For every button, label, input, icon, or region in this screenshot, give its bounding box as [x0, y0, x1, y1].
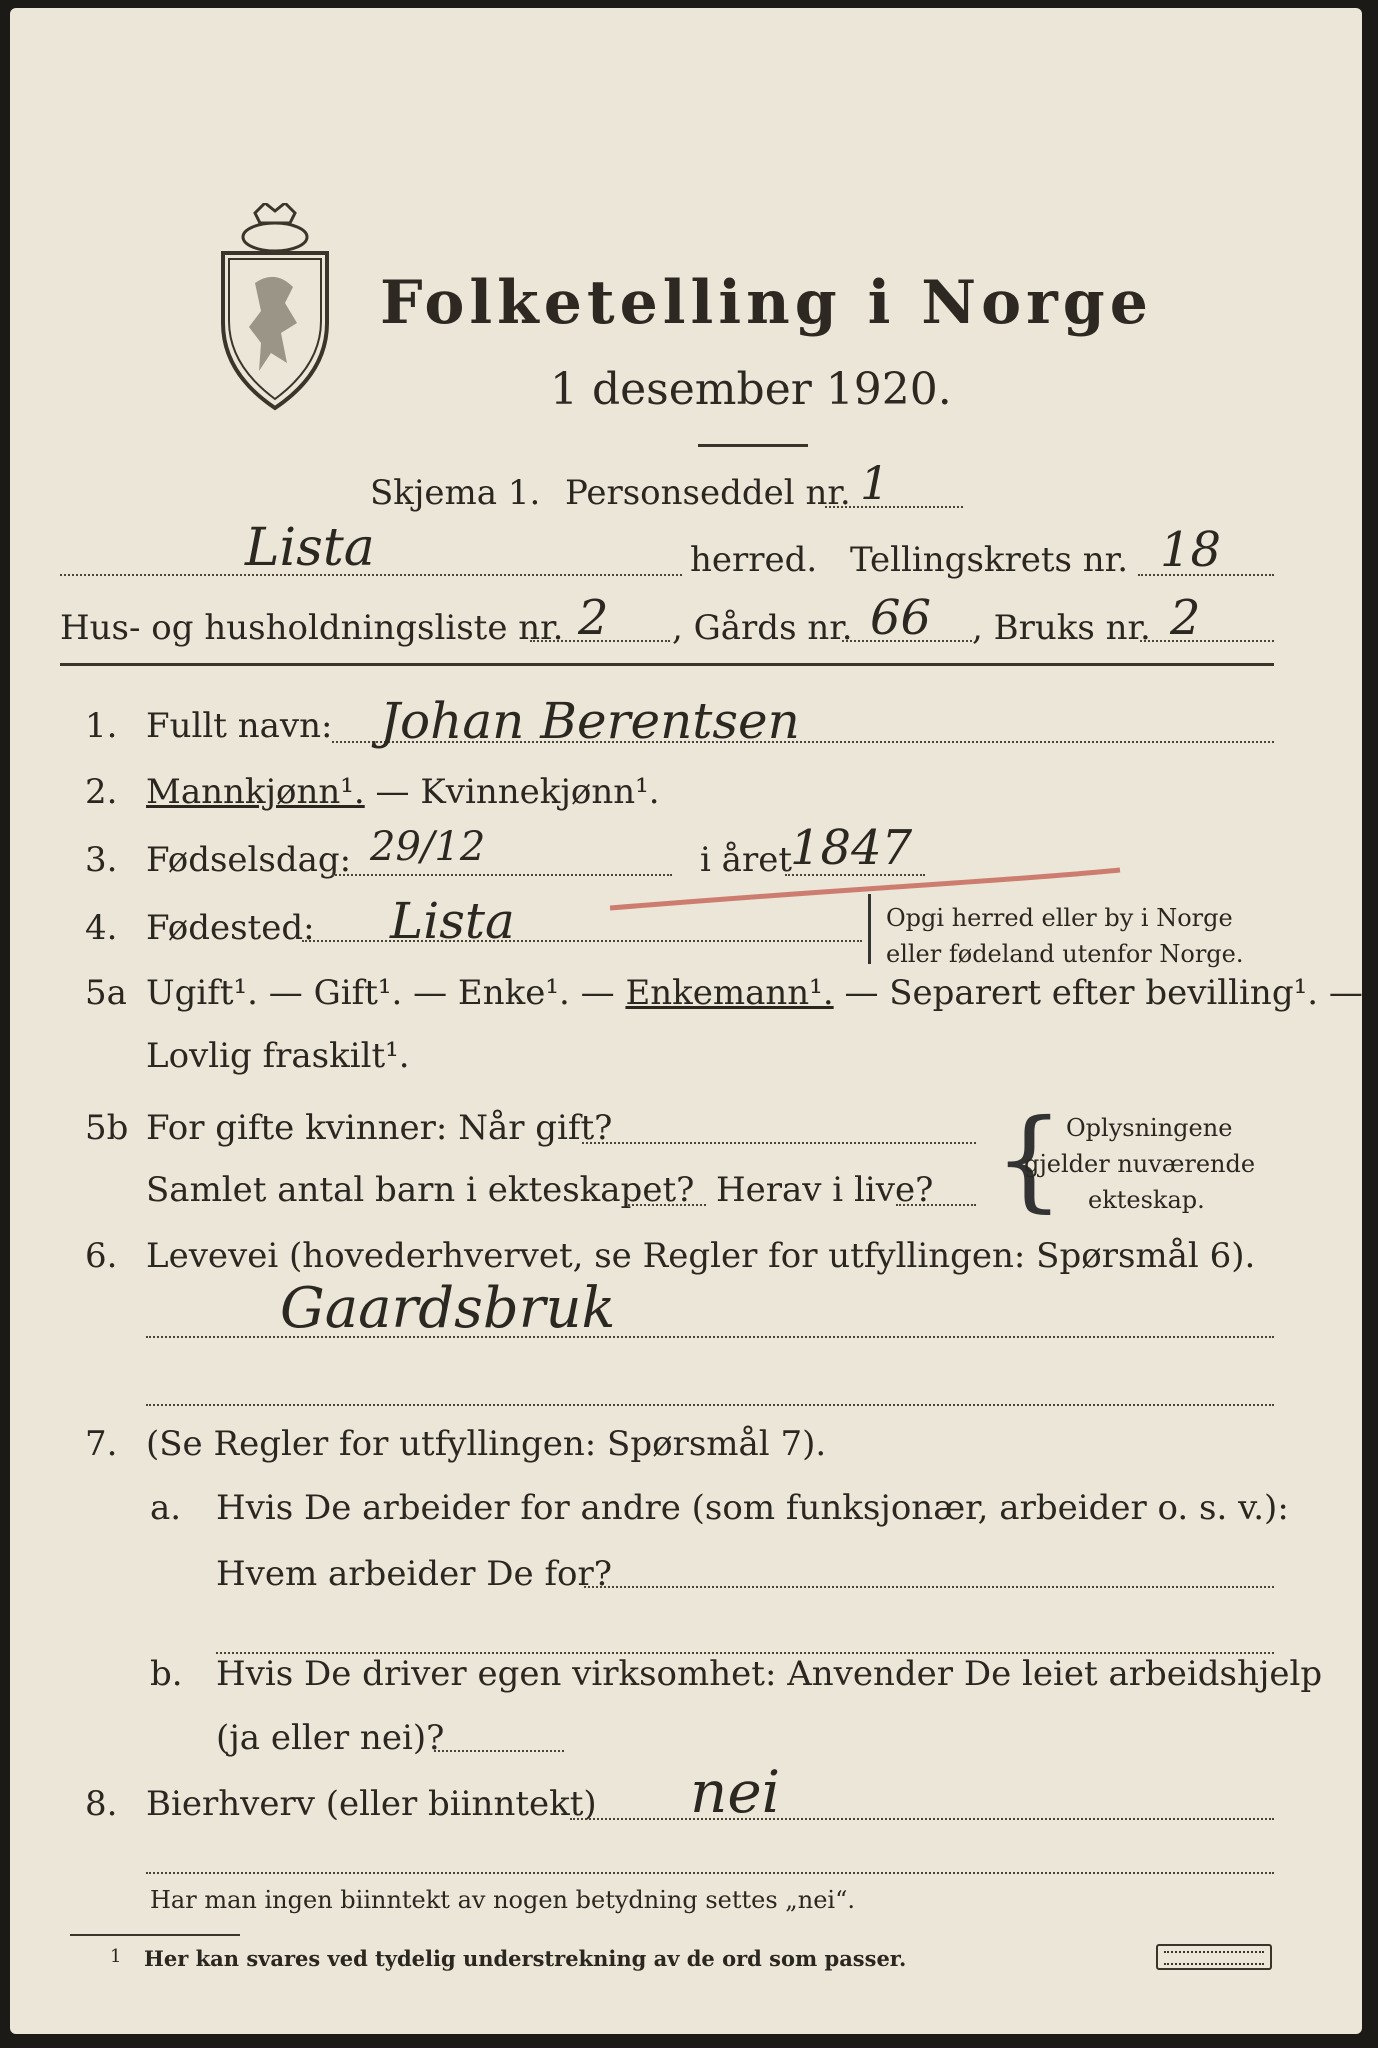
- q7b-yes-no-line: [434, 1750, 564, 1752]
- q4-label: Fødested:: [146, 908, 315, 948]
- bruks-value[interactable]: 2: [1170, 590, 1201, 646]
- q2-male-option[interactable]: Mannkjønn¹.: [146, 772, 365, 812]
- norwegian-coat-of-arms-icon: [215, 203, 335, 413]
- form-title: Folketelling i Norge: [380, 268, 1153, 338]
- q6-occupation-value[interactable]: Gaardsbruk: [280, 1276, 616, 1341]
- footnote-divider: [70, 1934, 240, 1936]
- printer-stamp: [1156, 1944, 1272, 1970]
- q8-line2: [146, 1872, 1274, 1874]
- q7a-label: Hvis De arbeider for andre (som funksjonær, arbeider o. s. v.):: [216, 1488, 1289, 1528]
- q3-year-value[interactable]: 1847: [790, 820, 913, 876]
- q7a-employer-label: Hvem arbeider De for?: [216, 1554, 612, 1594]
- q5b-alive-label: Herav i live?: [716, 1170, 934, 1210]
- q5a-enkemann-option[interactable]: Enkemann¹.: [625, 973, 834, 1013]
- personseddel-label: Personseddel nr.: [565, 473, 851, 513]
- q3-label: Fødselsdag:: [146, 840, 352, 880]
- bruks-line: [1140, 640, 1274, 642]
- q5b-note-line1: Oplysningene: [1066, 1114, 1233, 1142]
- q4-note-bracket: [868, 894, 875, 964]
- herred-label: herred.: [690, 540, 818, 580]
- q5b-number: 5b: [85, 1108, 129, 1148]
- tellingskrets-value[interactable]: 18: [1160, 522, 1222, 578]
- personseddel-line: [825, 506, 963, 508]
- personseddel-value[interactable]: 1: [860, 456, 890, 510]
- q6-line1: [146, 1336, 1274, 1338]
- q5b-alive-line: [896, 1204, 976, 1206]
- q5b-married-line: [582, 1142, 976, 1144]
- q2-line: [146, 772, 660, 812]
- title-divider: [698, 444, 808, 447]
- q3-number: 3.: [85, 840, 118, 880]
- gards-value[interactable]: 66: [870, 590, 932, 646]
- q1-number: 1.: [85, 706, 118, 746]
- tellingskrets-label: Tellingskrets nr.: [850, 540, 1129, 580]
- q5a-lovlig-fraskilt[interactable]: Lovlig fraskilt¹.: [146, 1036, 410, 1076]
- census-form-page: [10, 8, 1362, 2034]
- hus-value[interactable]: 2: [578, 590, 609, 646]
- header-divider: [60, 663, 1274, 666]
- gards-label: , Gårds nr.: [672, 608, 853, 648]
- schema-label: Skjema 1.: [370, 473, 541, 513]
- q4-number: 4.: [85, 908, 118, 948]
- q7-number: 7.: [85, 1424, 118, 1464]
- q5a-number: 5a: [85, 973, 127, 1013]
- q8-line: [570, 1818, 1274, 1820]
- hus-label: Hus- og husholdningsliste nr.: [60, 608, 564, 648]
- census-date: 1 desember 1920.: [550, 364, 952, 415]
- footer-note: Har man ingen biinntekt av nogen betydning settes „nei“.: [150, 1886, 855, 1914]
- q4-note-line2: eller fødeland utenfor Norge.: [886, 940, 1244, 968]
- q7b-number: b.: [150, 1654, 183, 1694]
- q5b-note-line3: ekteskap.: [1088, 1186, 1205, 1214]
- q6-label: Levevei (hovederhvervet, se Regler for utfyllingen: Spørsmål 6).: [146, 1236, 1256, 1276]
- q5a-options-end[interactable]: — Separert efter bevilling¹. —: [844, 973, 1363, 1013]
- q2-female-option[interactable]: Kvinnekjønn¹.: [420, 772, 660, 812]
- q7b-yes-no-label: (ja eller nei)?: [216, 1718, 445, 1758]
- herred-value[interactable]: Lista: [245, 518, 375, 578]
- q1-full-name[interactable]: Johan Berentsen: [380, 692, 800, 750]
- q3-birthday-value[interactable]: 29/12: [370, 824, 486, 870]
- bruks-label: , Bruks nr.: [972, 608, 1151, 648]
- q5b-note-line2: gjelder nuværende: [1024, 1150, 1256, 1178]
- q2-number: 2.: [85, 772, 118, 812]
- q8-number: 8.: [85, 1784, 118, 1824]
- q4-line: [302, 940, 862, 942]
- q2-separator: —: [364, 772, 421, 812]
- q3-year-label: i året: [700, 840, 792, 880]
- q4-note-line1: Opgi herred eller by i Norge: [886, 904, 1233, 932]
- footnote-text: Her kan svares ved tydelig understrekning av de ord som passer.: [144, 1946, 907, 1971]
- q4-birthplace-value[interactable]: Lista: [390, 892, 515, 950]
- q7a-employer-line: [584, 1586, 1274, 1588]
- q7b-label: Hvis De driver egen virksomhet: Anvender De leiet arbeidshjelp: [216, 1654, 1323, 1694]
- q6-line2: [146, 1404, 1274, 1406]
- q7-label: (Se Regler for utfyllingen: Spørsmål 7).: [146, 1424, 827, 1464]
- q5a-options: [146, 973, 1363, 1013]
- q8-side-income-value[interactable]: nei: [690, 1758, 781, 1826]
- q5b-children-line: [628, 1204, 706, 1206]
- q5b-note-brace: {: [994, 1095, 1064, 1223]
- q5b-married-label: For gifte kvinner: Når gift?: [146, 1108, 613, 1148]
- q6-number: 6.: [85, 1236, 118, 1276]
- footnote-mark: 1: [110, 1946, 122, 1967]
- q1-label: Fullt navn:: [146, 706, 333, 746]
- q7a-number: a.: [150, 1488, 182, 1528]
- q5b-children-label: Samlet antal barn i ekteskapet?: [146, 1170, 695, 1210]
- q8-label: Bierhverv (eller biinntekt): [146, 1784, 597, 1824]
- q5a-options-start[interactable]: Ugift¹. — Gift¹. — Enke¹. —: [146, 973, 615, 1013]
